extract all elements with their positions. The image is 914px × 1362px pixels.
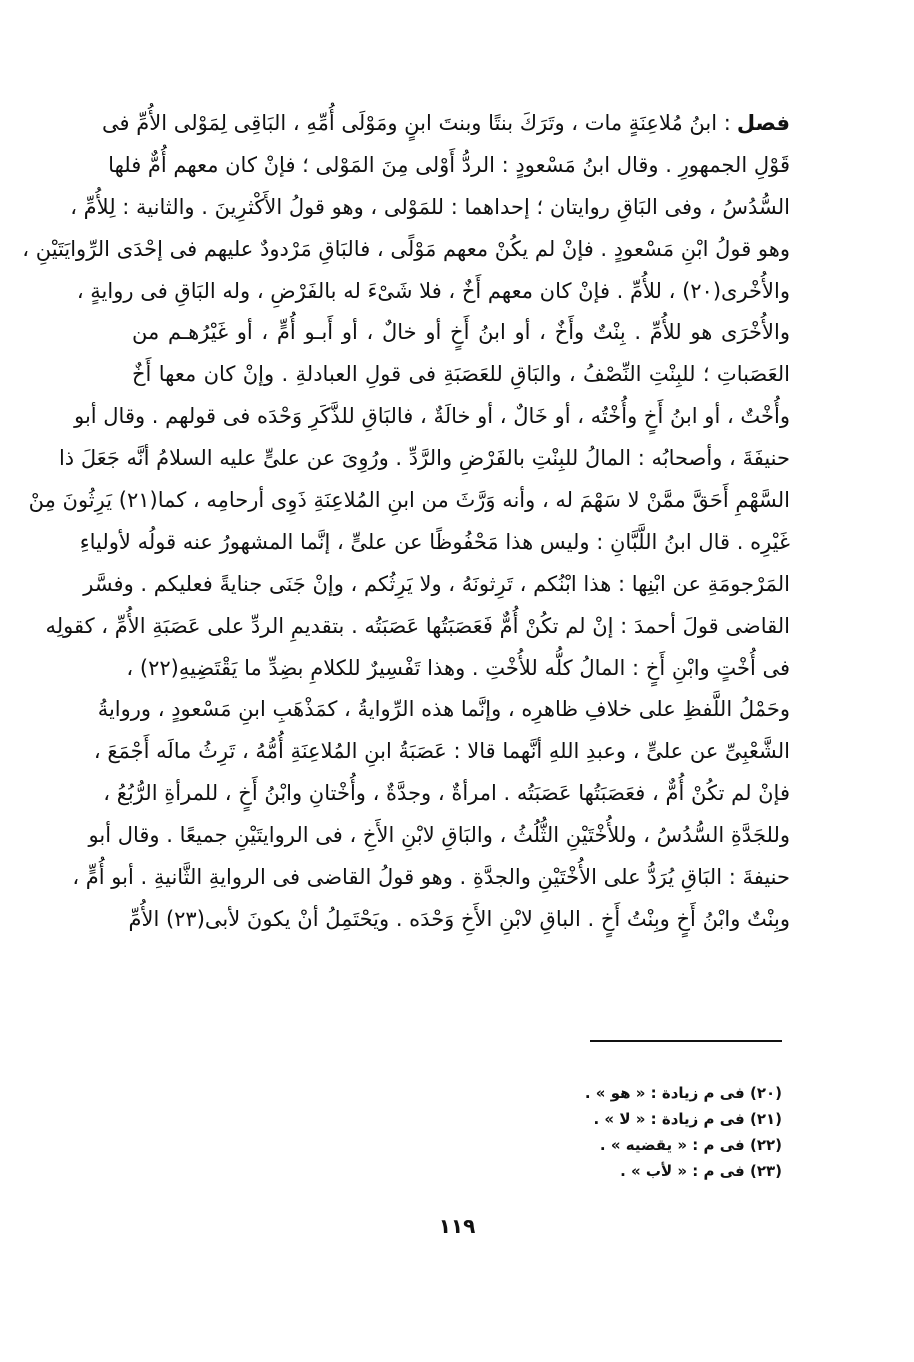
text-line-15: وحَمْلُ اللَّفظِ على خلافِ ظاهرِه ، وإنَّما هذه الرِّوايةُ ، كمَذْهَبِ ابنِ مَسْعودٍ ، وروايةُ [97,697,790,722]
text-line-8: وأُخْتٌ ، أو ابنُ أَخٍ وأُخْتُه ، أو خَالٌ ، أو خالَةٌ ، فالبَاقِ للذَّكَرِ وَحْدَه فى قولهم . وقال أبو [74,404,790,429]
text-line-20: وبِنْتٌ وابْنُ أَخٍ وبِنْتُ أَخٍ . الباقِ لابْنِ الأَخِ وَحْدَه . ويَحْتَمِلُ أنْ يكونَ لأبى(٢٣) الأُمِّ [128,906,790,931]
text-line-5: والأُخْرى(٢٠) ، للأُمِّ . فإنْ كان معهم أَخٌ ، فلا شَىْءَ له بالفَرْضِ ، وله البَاقِ فى روايةٍ ، [76,278,790,303]
text-line-14: فى أُخْتٍ وابْنِ أَخٍ : المالُ كلُّه للأُخْتِ . وهذا تَفْسِيرٌ للكلامِ بضِدِّ ما يَقْتَضِيهِ(٢٢) ، [126,655,790,680]
text-line-9: حنيفَةَ ، وأصحابُه : المالُ للبِنْتِ بالفَرْضِ والرَّدِّ . ورُوِىَ عن علىٍّ عليه السلامُ أنَّه جَعَلَ ذا [58,446,790,471]
text-line-19: حنيفةَ : البَاقِ يُرَدُّ على الأُخْتَيْنِ والجدَّةِ . وهو قولُ القاضى فى الروايةِ الثَّانيةِ . أبو أُمٍّ ، [72,865,790,890]
text-line-1 [102,103,790,145]
footnote-23: (٢٣) فى م : « لأب » . [620,1162,782,1180]
text-line-6: والأُخْرَى هو للأُمِّ . بِنْتٌ وأَخٌ ، أو ابنُ أَخٍ أو خالٌ ، أو أَبـو أُمٍّ ، أو غَيْرُهـم من [132,320,790,345]
text-line-17: فإنْ لم تكُنْ أُمٌّ ، فعَصَبَتُها عَصَبَتُه . امرأةٌ ، وجدَّةٌ ، وأُخْتانِ وابْنُ أَخٍ ، للمرأةِ الرُّبُعُ ، [103,781,790,806]
text-line-2: قَوْلِ الجمهورِ . وقال ابنُ مَسْعودٍ : الردُّ أَوْلى مِنَ المَوْلى ؛ فإنْ كان معهم أُمٌّ فلها [108,152,790,177]
text-line-12: المَرْجومَةِ عن ابْنِها : هذا ابْنُكم ، تَرِثونَهُ ، ولا يَرِثُكم ، وإنْ جَنَى جنايةً فعليكم . وفسَّر [83,571,790,596]
text-line-7: العَصَباتِ ؛ للبِنْتِ النِّصْفُ ، والبَاقِ للعَصَبَةِ فى قولِ العبادلةِ . وإنْ كان معها أَخٌ [132,362,790,387]
main-text-block [22,103,790,941]
footnote-separator-rule [590,1040,782,1042]
text-line-3: السُّدُسُ ، وفى البَاقِ روايتان ؛ إحداهما : للمَوْلى ، وهو قولُ الأَكْثرِينَ . والثانية : لِلأُمِّ ، [70,194,790,219]
text-line-18: وللجَدَّةِ السُّدُسُ ، وللأُخْتَيْنِ الثُّلُثُ ، والبَاقِ لابْنِ الأَخِ ، فى الروايتَيْنِ جميعًا . وقال أبو [88,823,790,848]
footnotes-block [382,1080,782,1184]
section-heading-word: فصل [736,111,790,135]
text-line-11: غَيْرِه . قال ابنُ اللَّبَّانِ : وليس هذا مَحْفُوظًا عن علىٍّ ، إنَّما المشهورُ عنه قولُه لأولياءِ [79,529,790,554]
footnote-20: (٢٠) فى م زيادة : « هو » . [584,1084,782,1102]
text-line-16: الشَّعْبِىِّ عن علىٍّ ، وعبدِ اللهِ أنَّهما قالا : عَصَبَةُ ابنِ المُلاعِنَةِ أُمُّهُ ، تَرِثُ مالَه أَجْمَعَ ، [93,739,790,764]
page-number: ١١٩ [438,1214,476,1238]
text-line-4: وهو قولُ ابْنِ مَسْعودٍ . فإنْ لم يكُنْ معهم مَوْلًى ، فالبَاقِ مَرْدودٌ عليهم فى إحْدَى الرِّوايَتَيْنِ ، [22,236,790,261]
text-line-1-content: : ابنُ مُلاعِنَةٍ مات ، وتَرَكَ بنتًا وبنتَ ابنٍ ومَوْلَى أُمِّهِ ، البَاقِى لِمَوْلى الأُمِّ فى [102,111,731,135]
footnote-22: (٢٢) فى م : « يقضيه » . [599,1136,782,1154]
text-line-13: القاضى قولَ أحمدَ : إنْ لم تكُنْ أُمٌّ فَعَصَبَتُها عَصَبَتُه . بتقديمِ الردِّ على عَصَبَةِ الأُمِّ ، كقولِه [45,613,790,638]
footnote-21: (٢١) فى م زيادة : « لا » . [593,1110,782,1128]
text-line-10: السَّهْمِ أَحَقَّ ممَّنْ لا سَهْمَ له ، وأنه وَرَّثَ من ابنِ المُلاعِنَةِ ذَوِى أرحامِه ، كما(٢١) يَرِثُونَ مِنْ [28,488,790,513]
